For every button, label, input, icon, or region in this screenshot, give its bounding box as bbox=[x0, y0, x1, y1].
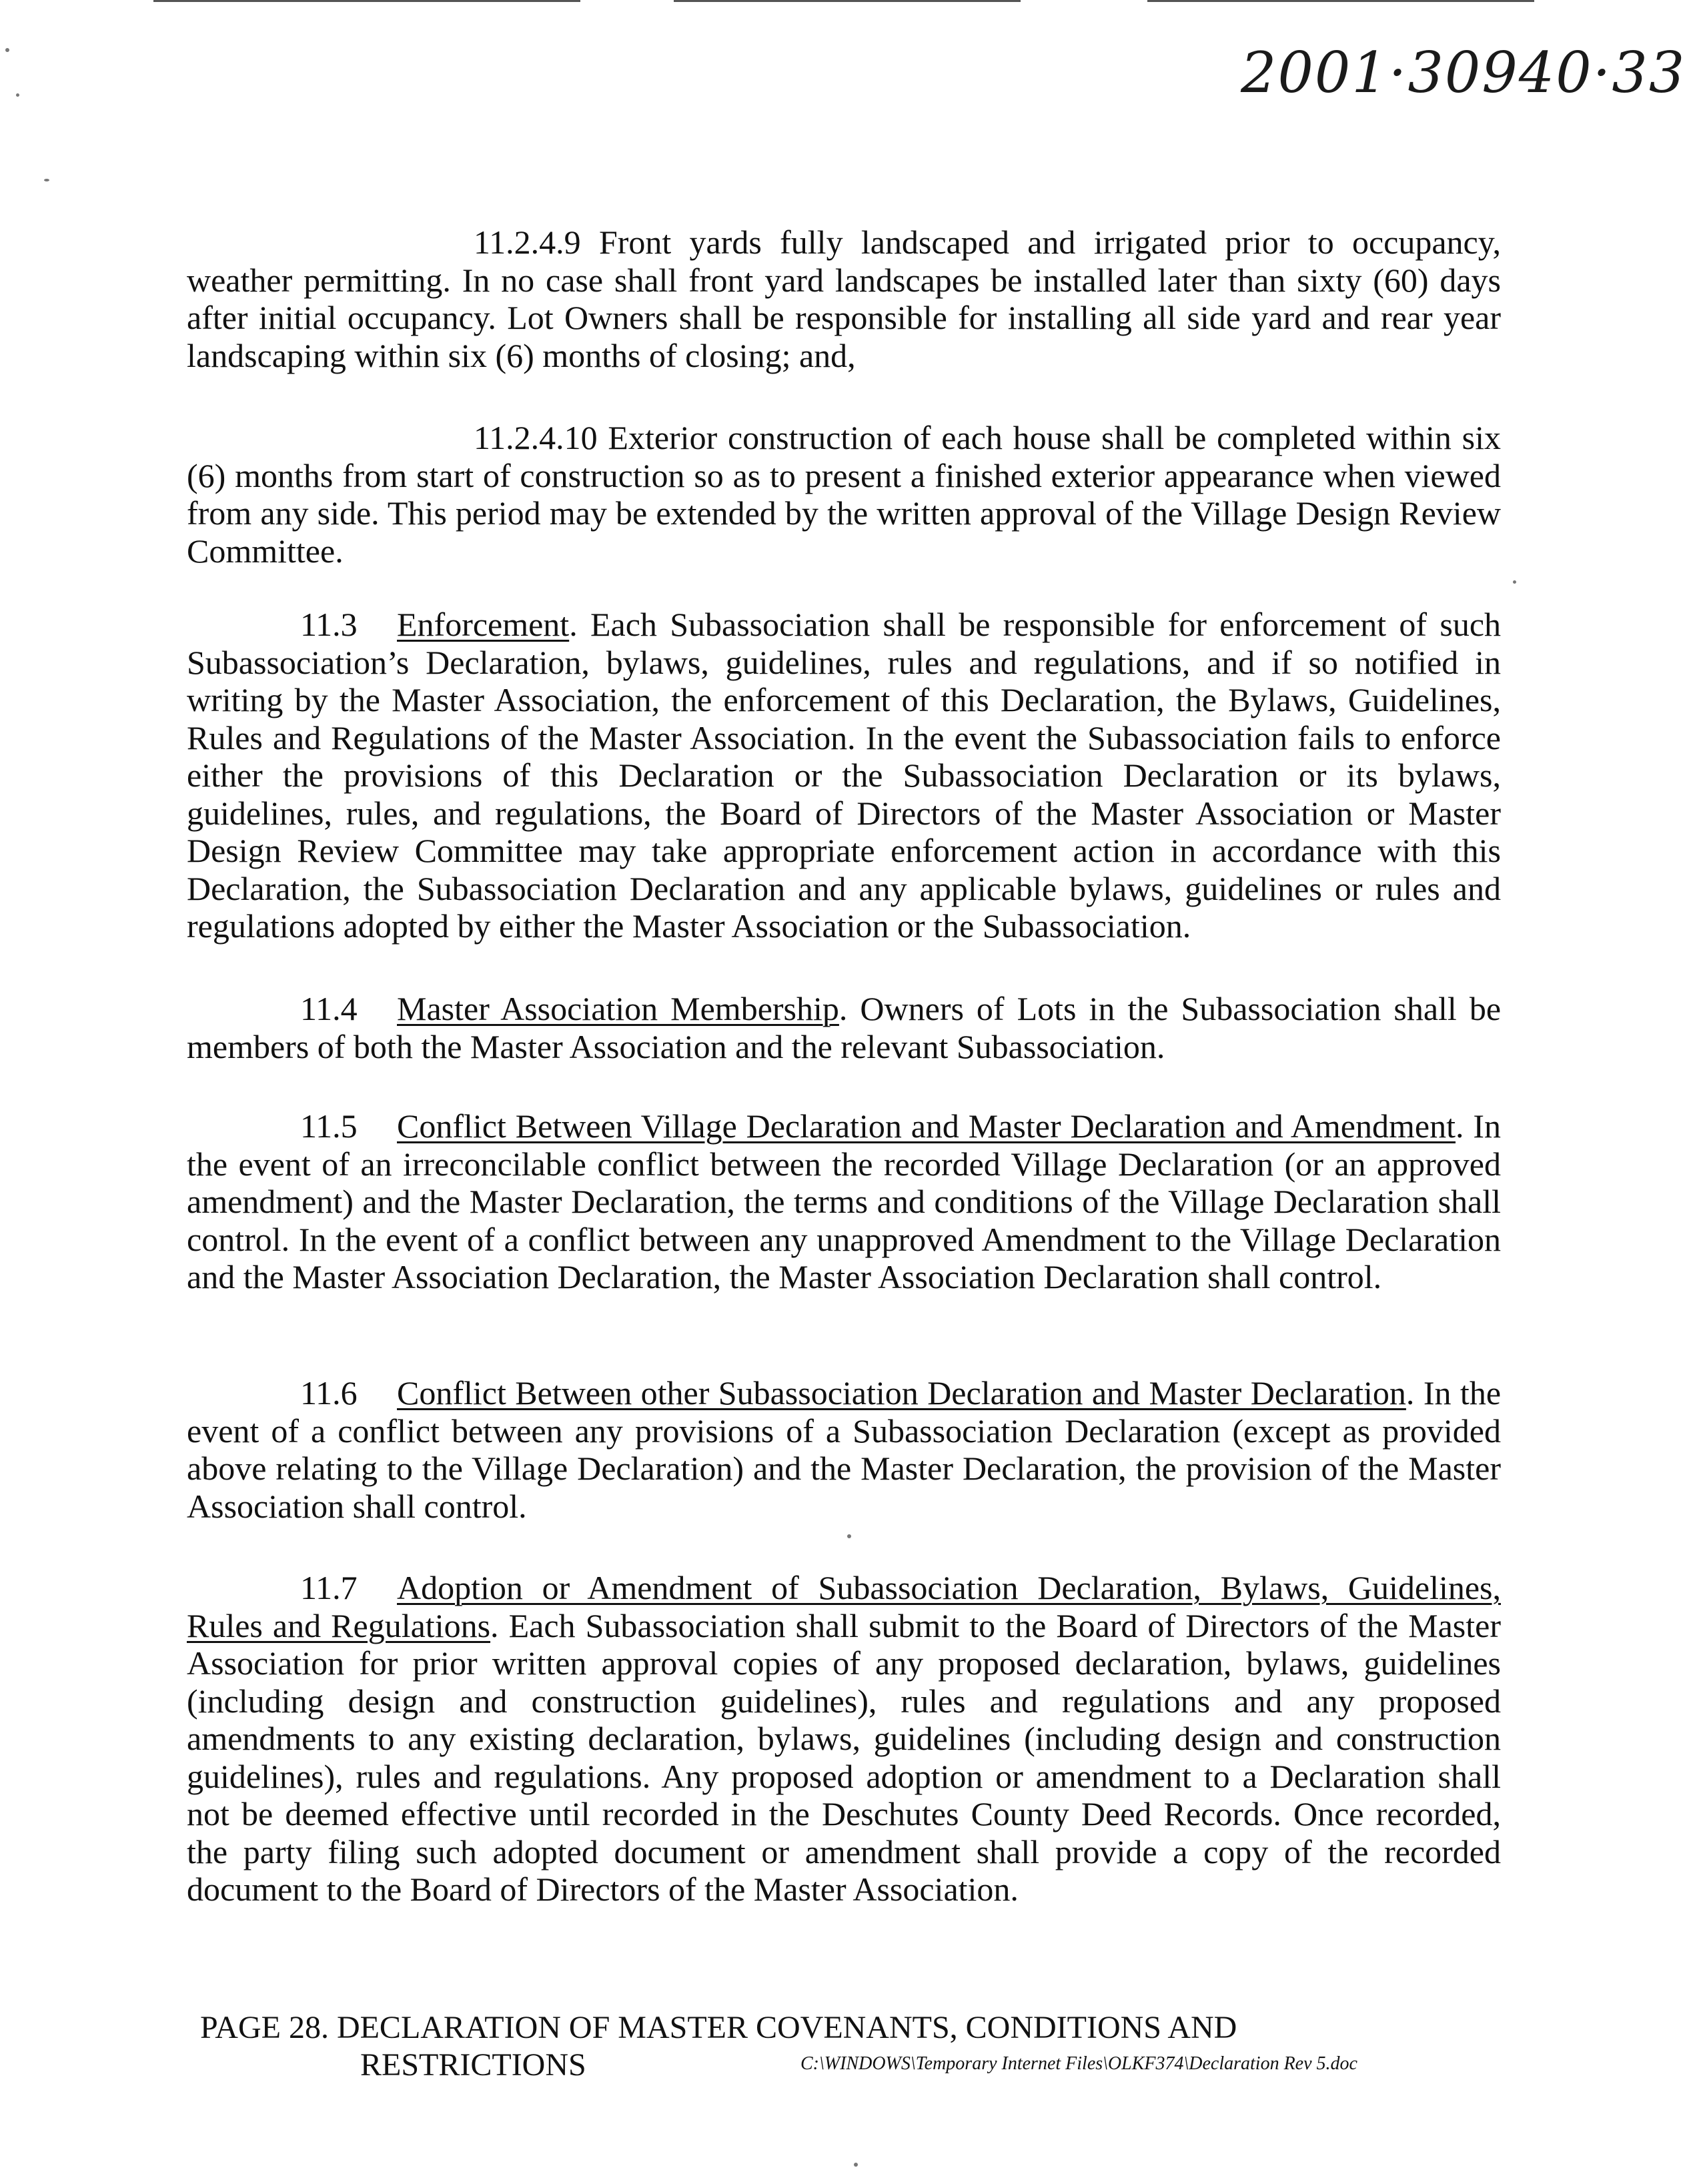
section-number: 11.5 bbox=[300, 1107, 358, 1145]
section-11-2-4-9 bbox=[187, 223, 1501, 374]
scan-speck bbox=[847, 1534, 851, 1538]
section-11-2-4-10 bbox=[187, 419, 1501, 570]
scan-speck bbox=[854, 2163, 858, 2167]
section-heading: Master Association Membership bbox=[397, 990, 839, 1027]
scan-speck bbox=[44, 179, 49, 181]
section-11-7: 11.7 Adoption or Amendment of Subassociation Declaration, Bylaws, Guidelines, Rules and Regulations. Each Subassociation shall submit to the Board of Directors of the Master Association for prior written approval copies of any proposed declaration, bylaws, guidelines (including design and construction guidelines), rules and regulations and any proposed amendments to any existing declaration, bylaws, guidelines (including design and construction guidelines), rules and regulations. Any proposed adoption or amendment to a Declaration shall not be deemed effective until recorded in the Deschutes County Deed Records. Once recorded, the party filing such adopted document or amendment shall provide a copy of the recorded document to the Board of Directors of the Master Association. bbox=[187, 1569, 1501, 1908]
section-number: 11.4 bbox=[300, 990, 358, 1027]
section-text: Front yards fully landscaped and irrigated prior to occupancy, weather permitting. In no case shall front yard landscapes be installed later than sixty (60) days after initial occupancy. Lot Owners shall be responsible for installing all side yard and rear year landscaping within six (6) months of closing; and, bbox=[187, 223, 1501, 374]
footer-page-title-cont: RESTRICTIONS bbox=[360, 2047, 586, 2083]
section-text: Each Subassociation shall be responsible for enforcement of such Subassociation’s Declaration, bylaws, guidelines, rules and regulations, and if so notified in writing by the Master Association, the enforcement of this Declaration, the Bylaws, Guidelines, Rules and Regulations of the Master Association. In the event the Subassociation fails to enforce either the provisions of this Declaration or the Subassociation Declaration or its bylaws, guidelines, rules, and regulations, the Board of Directors of the Master Association or Master Design Review Committee may take appropriate enforcement action in accordance with this Declaration, the Subassociation Declaration and any applicable bylaws, guidelines or rules and regulations adopted by either the Master Association or the Subassociation. bbox=[187, 606, 1502, 945]
scan-top-rule-right bbox=[1147, 0, 1534, 2]
scan-speck bbox=[1513, 580, 1516, 584]
section-text: In the event of a conflict between any provisions of a Subassociation Declaration (except as provided above relating to the Village Declaration) and the Master Declaration, the provision of the Master Association shall control. bbox=[187, 1374, 1502, 1525]
section-text: Exterior construction of each house shall be completed within six (6) months from start of construction so as to present a finished exterior appearance when viewed from any side. This period may be extended by the written approval of the Village Design Review Committee. bbox=[187, 419, 1502, 570]
scan-speck bbox=[5, 48, 9, 52]
footer-file-path: C:\WINDOWS\Temporary Internet Files\OLKF374\Declaration Rev 5.doc bbox=[800, 2053, 1357, 2074]
scan-top-rule-middle bbox=[674, 0, 1021, 2]
section-11-6: 11.6 Conflict Between other Subassociation Declaration and Master Declaration. In the event of a conflict between any provisions of a Subassociation Declaration (except as provided above relating to the Village Declaration) and the Master Declaration, the provision of the Master Association shall control. bbox=[187, 1374, 1502, 1525]
section-text: Each Subassociation shall submit to the Board of Directors of the Master Association for prior written approval copies of any proposed declaration, bylaws, guidelines (including design and construction guidelines), rules and regulations and any proposed amendments to any existing declaration, bylaws, guidelines (including design and construction guidelines), rules and regulations. Any proposed adoption or amendment to a Declaration shall not be deemed effective until recorded in the Deschutes County Deed Records. Once recorded, the party filing such adopted document or amendment shall provide a copy of the recorded document to the Board of Directors of the Master Association. bbox=[187, 1606, 1501, 1908]
footer-page-title: PAGE 28. DECLARATION OF MASTER COVENANTS, CONDITIONS AND bbox=[200, 2010, 1237, 2045]
scan-top-rule-left bbox=[153, 0, 580, 2]
section-number: 11.7 bbox=[300, 1569, 358, 1606]
section-number: 11.2.4.9 bbox=[474, 223, 581, 261]
section-heading: Enforcement bbox=[397, 606, 570, 643]
section-11-4: 11.4 Master Association Membership. Owners of Lots in the Subassociation shall be members of both the Master Association and the relevant Subassociation. bbox=[187, 990, 1502, 1065]
section-11-5: 11.5 Conflict Between Village Declaration and Master Declaration and Amendment. In the event of an irreconcilable conflict between the recorded Village Declaration (or an approved amendment) and the Master Declaration, the terms and conditions of the Village Declaration shall control. In the event of a conflict between any unapproved Amendment to the Village Declaration and the Master Association Declaration, the Master Association Declaration shall control. bbox=[187, 1107, 1501, 1295]
section-11-3: 11.3 Enforcement. Each Subassociation shall be responsible for enforcement of such Subassociation’s Declaration, bylaws, guidelines, rules and regulations, and if so notified in writing by the Master Association, the enforcement of this Declaration, the Bylaws, Guidelines, Rules and Regulations of the Master Association. In the event the Subassociation fails to enforce either the provisions of this Declaration or the Subassociation Declaration or its bylaws, guidelines, rules, and regulations, the Board of Directors of the Master Association or Master Design Review Committee may take appropriate enforcement action in accordance with this Declaration, the Subassociation Declaration and any applicable bylaws, guidelines or rules and regulations adopted by either the Master Association or the Subassociation. bbox=[187, 606, 1502, 945]
section-text: In the event of an irreconcilable conflict between the recorded Village Declaration (or an approved amendment) and the Master Declaration, the terms and conditions of the Village Declaration shall control. In the event of a conflict between any unapproved Amendment to the Village Declaration and the Master Association Declaration, the Master Association Declaration shall control. bbox=[187, 1107, 1501, 1295]
handwritten-document-number: 2001·30940·33 bbox=[1241, 40, 1686, 105]
section-number: 11.2.4.10 bbox=[474, 419, 598, 456]
section-heading: Adoption or Amendment of Subassociation Declaration, Bylaws, Guidelines, Rules and Regulations bbox=[187, 1569, 1501, 1644]
section-heading: Conflict Between Village Declaration and Master Declaration and Amendment bbox=[397, 1107, 1456, 1145]
section-heading: Conflict Between other Subassociation Declaration and Master Declaration bbox=[397, 1374, 1406, 1412]
section-text: Owners of Lots in the Subassociation shall be members of both the Master Association and the relevant Subassociation. bbox=[187, 990, 1502, 1065]
section-number: 11.6 bbox=[300, 1374, 358, 1412]
scan-speck bbox=[16, 93, 19, 97]
section-number: 11.3 bbox=[300, 606, 358, 643]
